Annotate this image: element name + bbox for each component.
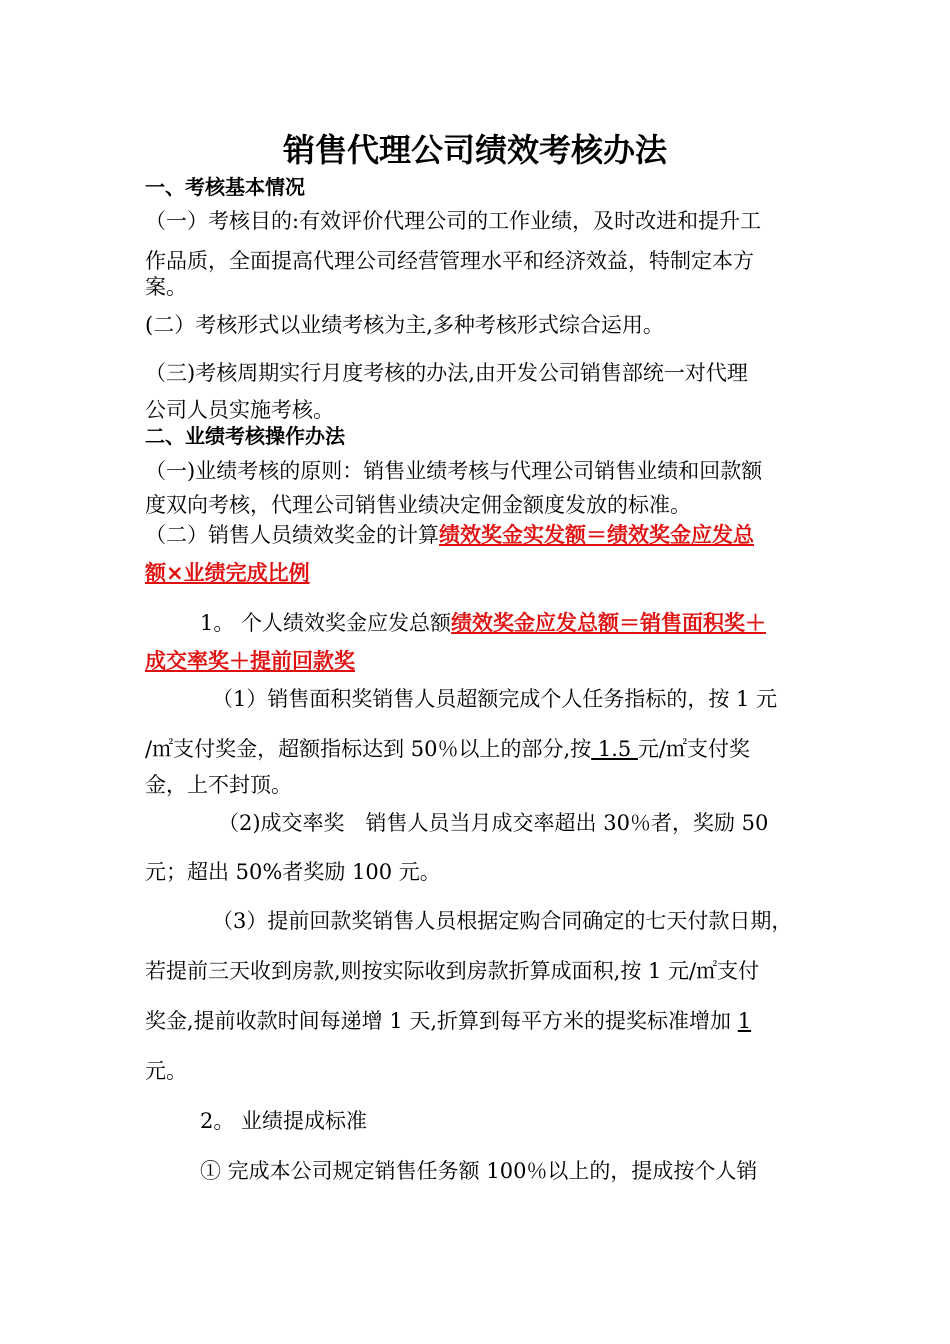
- item1-line2: [145, 646, 815, 676]
- s2-p2-formula-part1: 绩效奖金实发额＝绩效奖金应发总: [439, 523, 754, 547]
- item1-formula-part1: 绩效奖金应发总额＝销售面积奖＋: [451, 611, 767, 635]
- item1-prefix: 1。 个人绩效奖金应发总额: [200, 611, 452, 635]
- sub1-rate-underlined: 1.5: [591, 737, 638, 761]
- s1-p1-line1: （一）考核目的:有效评价代理公司的工作业绩，及时改进和提升工: [145, 209, 762, 233]
- sub3-line1: （3）提前回款奖销售人员根据定购合同确定的七天付款日期，: [212, 909, 793, 933]
- sub1-line2: [145, 734, 815, 764]
- s2-p1-line2: 度双向考核，代理公司销售业绩决定佣金额度发放的标准。: [145, 493, 691, 517]
- sub3-increment-underlined: 1: [737, 1009, 752, 1033]
- sub1-line1: （1）销售面积奖销售人员超额完成个人任务指标的，按 1 元: [212, 687, 778, 711]
- sub3-line3-a: 奖金,提前收款时间每递增 1 天,折算到每平方米的提奖标准增加: [145, 1009, 738, 1033]
- s1-p1-line3: 案。: [145, 275, 187, 299]
- s1-p2: (二）考核形式以业绩考核为主,多种考核形式综合运用。: [145, 313, 664, 337]
- item1-formula-part2: 成交率奖＋提前回款奖: [145, 649, 355, 673]
- s2-p2-line2: [145, 558, 815, 588]
- item2-heading: 2。 业绩提成标准: [200, 1109, 368, 1133]
- section2-heading: 二、业绩考核操作办法: [145, 424, 345, 448]
- sub1-line2-b: 元/㎡支付奖: [637, 737, 750, 761]
- sub2-line1: （2)成交率奖 销售人员当月成交率超出 30％者，奖励 50: [218, 811, 769, 835]
- s2-p2-formula-part2: 额×业绩完成比例: [145, 561, 310, 585]
- s1-p3-line1: （三)考核周期实行月度考核的办法,由开发公司销售部统一对代理: [145, 361, 748, 385]
- sub3-line3: [145, 1006, 815, 1036]
- section1-heading: 一、考核基本情况: [145, 175, 305, 199]
- sub3-line4: 元。: [145, 1059, 187, 1083]
- sub2-line2: 元；超出 50%者奖励 100 元。: [145, 860, 441, 884]
- s2-p2-line1: [145, 520, 815, 550]
- s1-p1-line2: 作品质，全面提高代理公司经营管理水平和经济效益，特制定本方: [145, 249, 754, 273]
- document-title: 销售代理公司绩效考核办法: [282, 131, 667, 169]
- sub3-line2: 若提前三天收到房款,则按实际收到房款折算成面积,按 1 元/㎡支付: [145, 959, 760, 983]
- sub1-line3: 金，上不封顶。: [145, 773, 292, 797]
- s2-p1-line1: （一)业绩考核的原则：销售业绩考核与代理公司销售业绩和回款额: [145, 459, 763, 483]
- item1-line1: [200, 608, 815, 638]
- s1-p3-line2: 公司人员实施考核。: [145, 398, 334, 422]
- s2-p2-prefix: （二）销售人员绩效奖金的计算: [145, 523, 439, 547]
- sub1-line2-a: /㎡支付奖金，超额指标达到 50％以上的部分,按: [145, 737, 592, 761]
- item2-sub1-line1: ① 完成本公司规定销售任务额 100％以上的，提成按个人销: [200, 1159, 758, 1183]
